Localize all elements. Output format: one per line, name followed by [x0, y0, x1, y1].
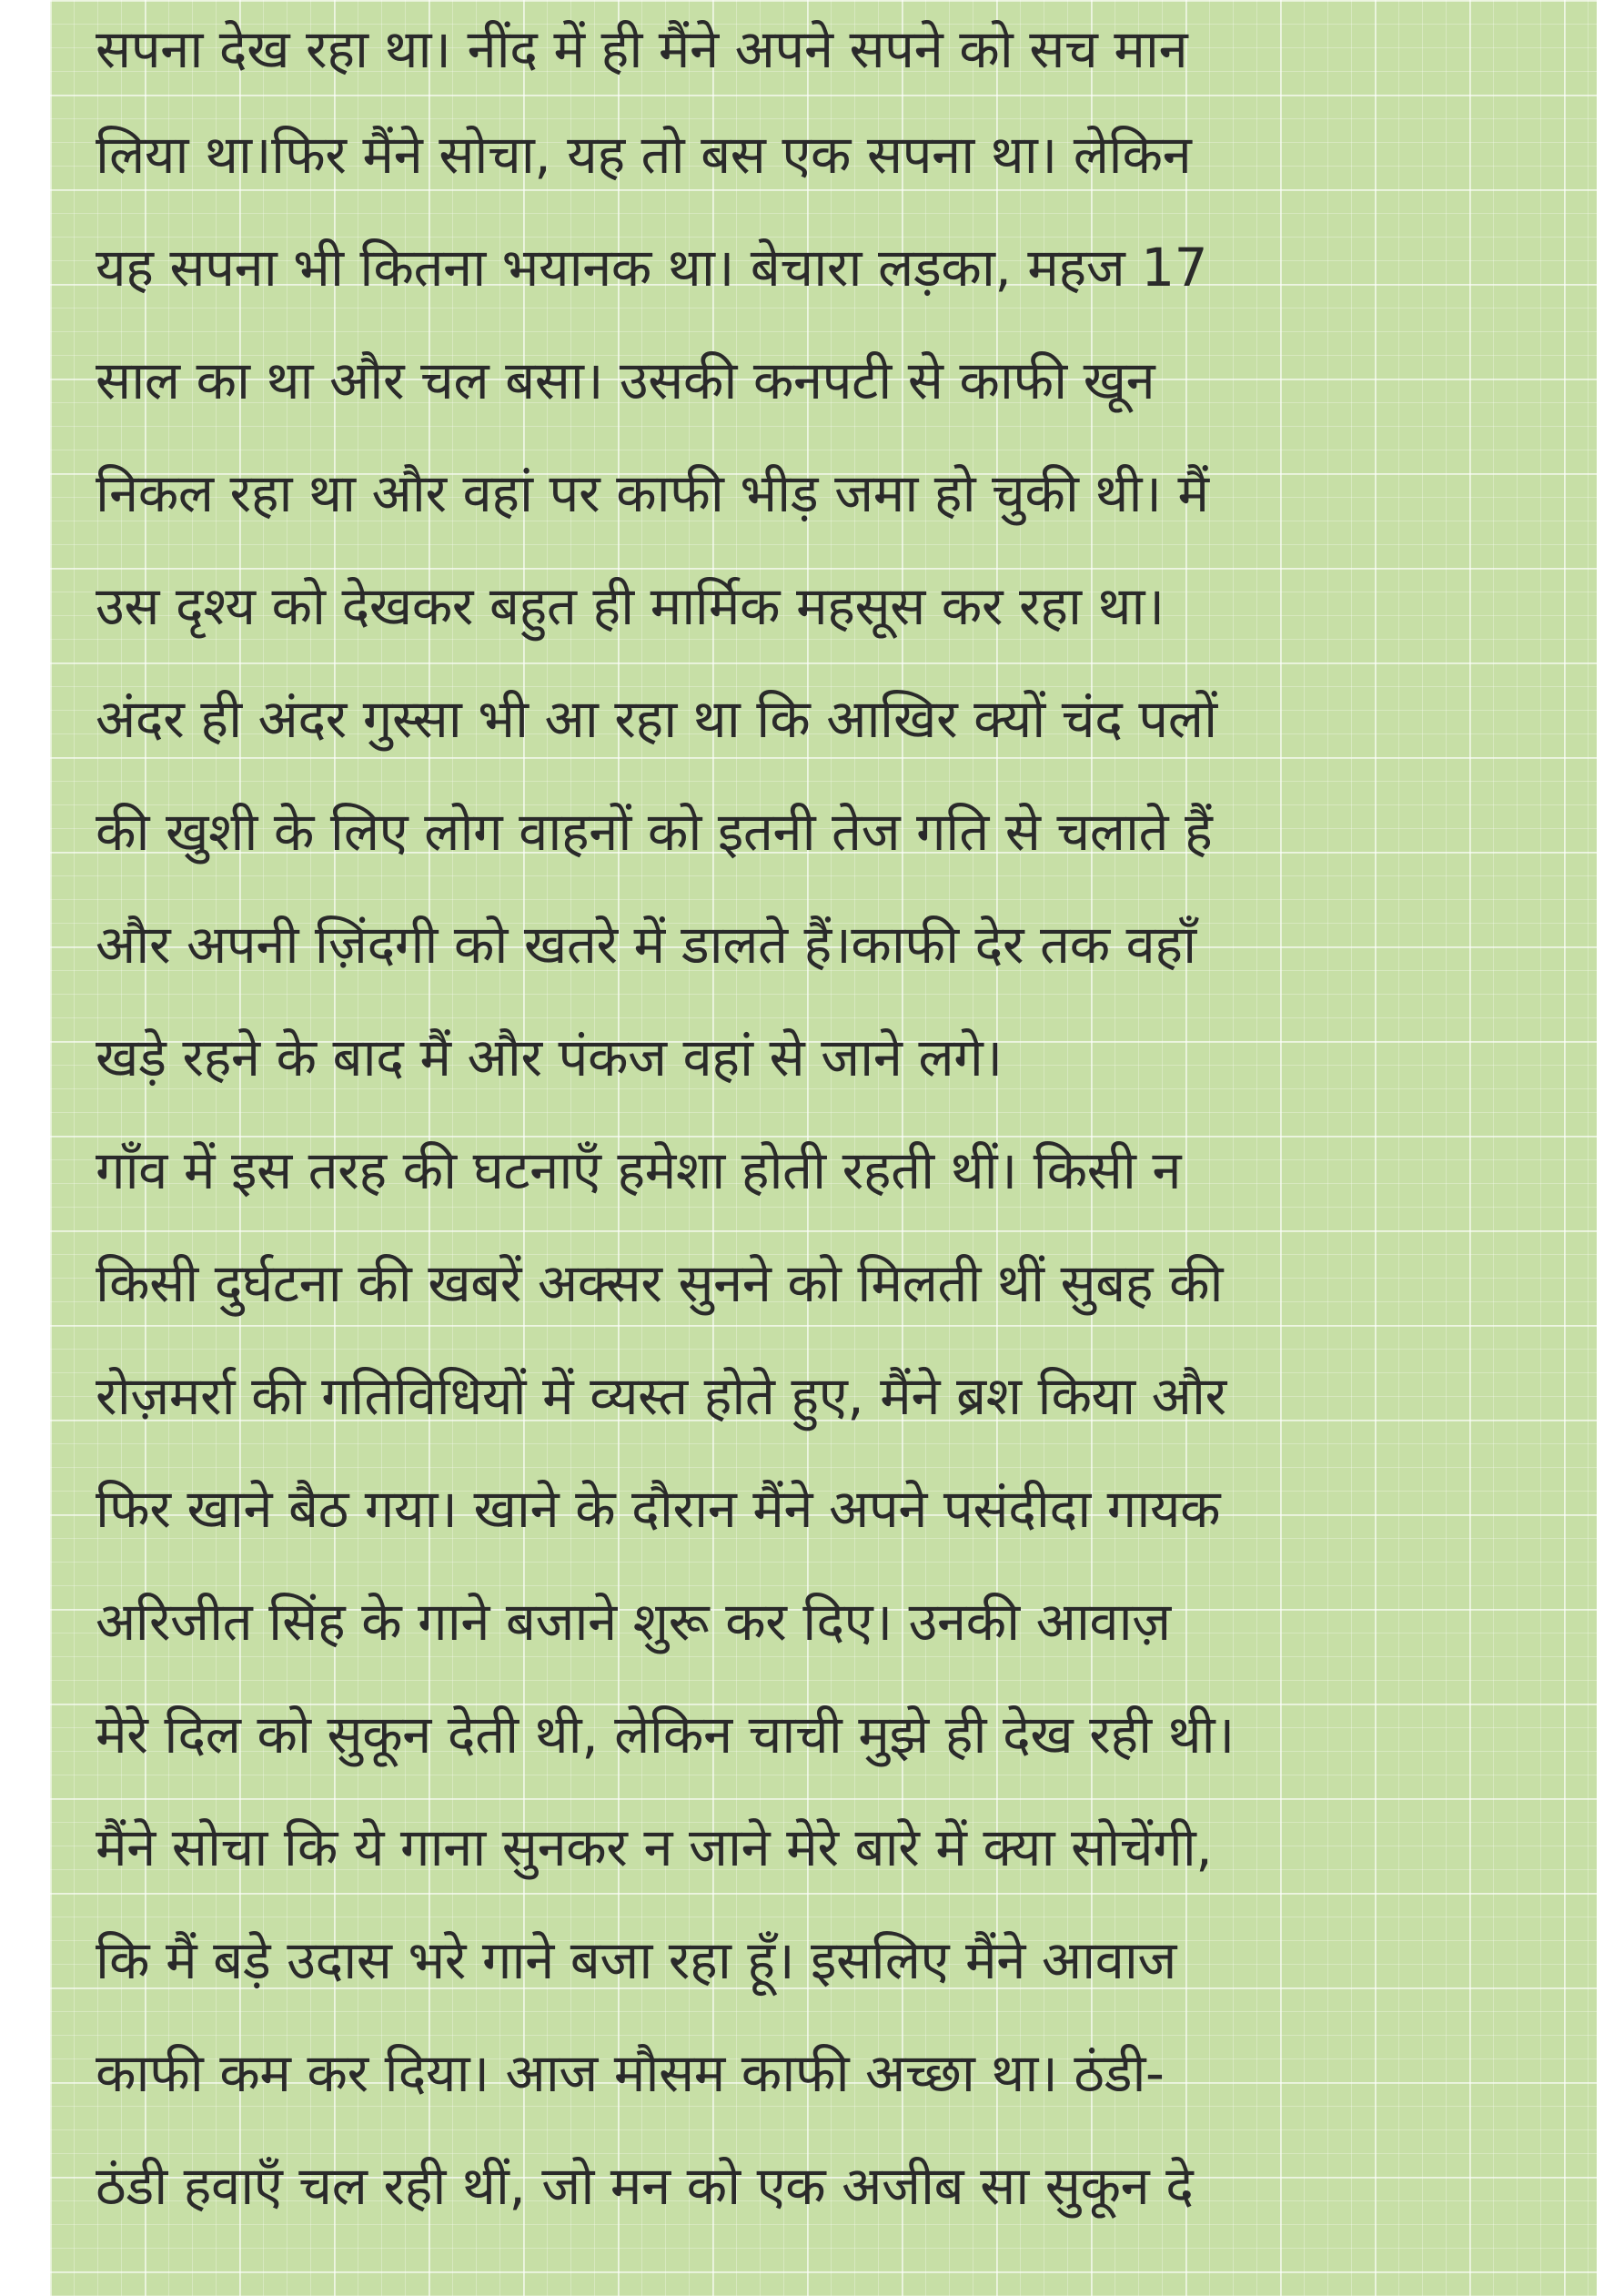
text-line-19: काफी कम कर दिया। आज मौसम काफी अच्छा था। ठंडी-	[96, 2042, 1165, 2104]
text-line-16: मेरे दिल को सुकून देती थी, लेकिन चाची मुझे ही देख रही थी।	[96, 1704, 1235, 1765]
text-line-20: ठंडी हवाएँ चल रही थीं, जो मन को एक अजीब सा सुकून दे	[96, 2155, 1194, 2217]
text-line-1: सपना देख रहा था। नींद में ही मैंने अपने सपने को सच मान	[96, 18, 1188, 80]
grid-paper-background	[50, 0, 1597, 2296]
text-line-13: रोज़मर्रा की गतिविधियों में व्यस्त होते हुए, मैंने ब्रश किया और	[96, 1365, 1226, 1427]
text-line-6: उस दृश्य को देखकर बहुत ही मार्मिक महसूस कर रहा था।	[96, 575, 1165, 637]
text-line-9: और अपनी ज़िंदगी को खतरे में डालते हैं।काफी देर तक वहाँ	[96, 914, 1196, 976]
text-line-8: की खुशी के लिए लोग वाहनों को इतनी तेज गति से चलाते हैं	[96, 801, 1213, 863]
text-line-17: मैंने सोचा कि ये गाना सुनकर न जाने मेरे बारे में क्या सोचेंगी,	[96, 1816, 1213, 1878]
text-line-2: लिया था।फिर मैंने सोचा, यह तो बस एक सपना था। लेकिन	[96, 124, 1192, 186]
text-line-15: अरिजीत सिंह के गाने बजाने शुरू कर दिए। उनकी आवाज़	[96, 1591, 1171, 1653]
text-line-5: निकल रहा था और वहां पर काफी भीड़ जमा हो चुकी थी। मैं	[96, 462, 1209, 524]
text-line-18: कि मैं बड़े उदास भरे गाने बजा रहा हूँ। इसलिए मैंने आवाज	[96, 1929, 1176, 1991]
text-line-4: साल का था और चल बसा। उसकी कनपटी से काफी खून	[96, 349, 1155, 411]
text-line-10: खड़े रहने के बाद मैं और पंकज वहां से जाने लगे।	[96, 1027, 1003, 1088]
text-line-3: यह सपना भी कितना भयानक था। बेचारा लड़का, महज 17	[96, 237, 1207, 298]
text-line-14: फिर खाने बैठ गया। खाने के दौरान मैंने अपने पसंदीदा गायक	[96, 1478, 1221, 1540]
text-line-7: अंदर ही अंदर गुस्सा भी आ रहा था कि आखिर क्यों चंद पलों	[96, 688, 1217, 750]
story-text	[96, 0, 1588, 2242]
text-line-11: गाँव में इस तरह की घटनाएँ हमेशा होती रहती थीं। किसी न	[96, 1139, 1182, 1201]
text-line-12: किसी दुर्घटना की खबरें अक्सर सुनने को मिलती थीं सुबह की	[96, 1252, 1224, 1314]
